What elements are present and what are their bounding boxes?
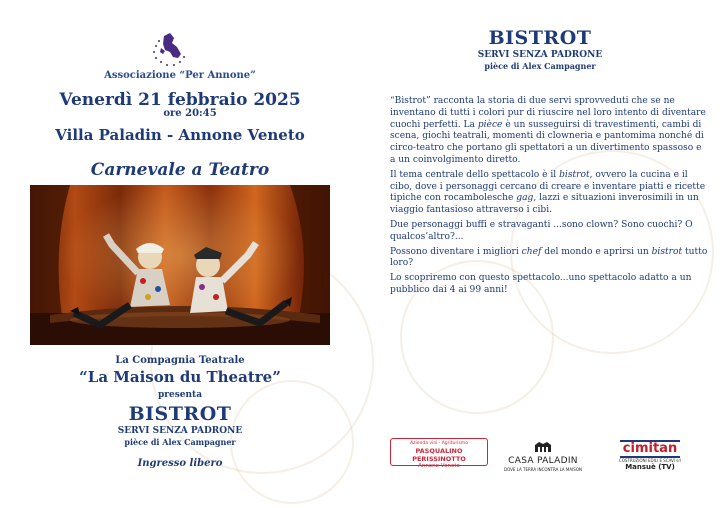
sponsor-casa-paladin-logo: CASA PALADIN DOVE LA TERRA INCONTRA LA MAISON	[495, 437, 591, 469]
villa-icon	[533, 440, 553, 452]
presents-label: presenta	[157, 390, 203, 400]
sponsor-cimitan-logo: cimitan COSTRUZIONI EDILI E SCAVI srl Mansuè (TV)	[618, 441, 682, 471]
show-subtitle: SERVI SENZA PADRONE	[117, 426, 243, 436]
show-title: BISTROT	[488, 27, 592, 49]
association-name: Associazione “Per Annone”	[104, 70, 256, 81]
event-time: ore 20:45	[163, 108, 217, 119]
event-title: Carnevale a Teatro	[90, 160, 270, 180]
description-paragraph: Possono diventare i migliori chef del mondo e aprirsi un bistrot tutto loro?	[390, 246, 708, 269]
description-paragraph: Il tema centrale dello spettacolo è il bistrot, ovvero la cucina e il cibo, dove i personaggi cercano di creare e inventare piatti e ricette tipiche con rocambolesche gag, lazzi e situazioni inverosimili in un viaggio fantasioso attraverso i cibi.	[390, 169, 706, 216]
right-page	[360, 0, 720, 508]
event-date: Venerdì 21 febbraio 2025	[59, 90, 301, 110]
sponsor-perissinotto-logo: Azienda vini · Agriturismo PASQUALINO PERISSINOTTO Annone Veneto	[390, 438, 488, 466]
company-name: “La Maison du Theatre”	[79, 368, 281, 386]
event-venue: Villa Paladin - Annone Veneto	[55, 126, 305, 144]
entry-note: Ingresso libero	[137, 458, 223, 469]
company-intro: La Compagnia Teatrale	[115, 355, 245, 366]
stage-photo	[30, 185, 330, 345]
show-description	[390, 96, 708, 300]
description-paragraph: “Bistrot” racconta la storia di due servi sprovveduti che se ne inventano di tutti i colori pur di riuscire nel loro intento di diventare cuochi perfetti. La pièce è un susseguirsi di travestimenti, cambi di scena, giochi teatrali, momenti di clowneria e pantomima nonché di circo-teatro che portano gli spettatori a un divertimento spassoso e a un coinvolgimento diretto.	[390, 96, 706, 165]
show-title: BISTROT	[128, 403, 232, 425]
association-logo-icon	[150, 30, 190, 72]
show-subtitle: SERVI SENZA PADRONE	[477, 50, 603, 60]
description-paragraph: Due personaggi buffi e stravaganti ...sono clown? Sono cuochi? O qualcos’altro?...	[390, 219, 693, 242]
description-paragraph: Lo scopriremo con questo spettacolo...uno spettacolo adatto a un pubblico dai 4 ai 99 anni!	[390, 273, 692, 295]
show-author: pièce di Alex Campagner	[124, 437, 236, 447]
show-author: pièce di Alex Campagner	[484, 61, 596, 71]
